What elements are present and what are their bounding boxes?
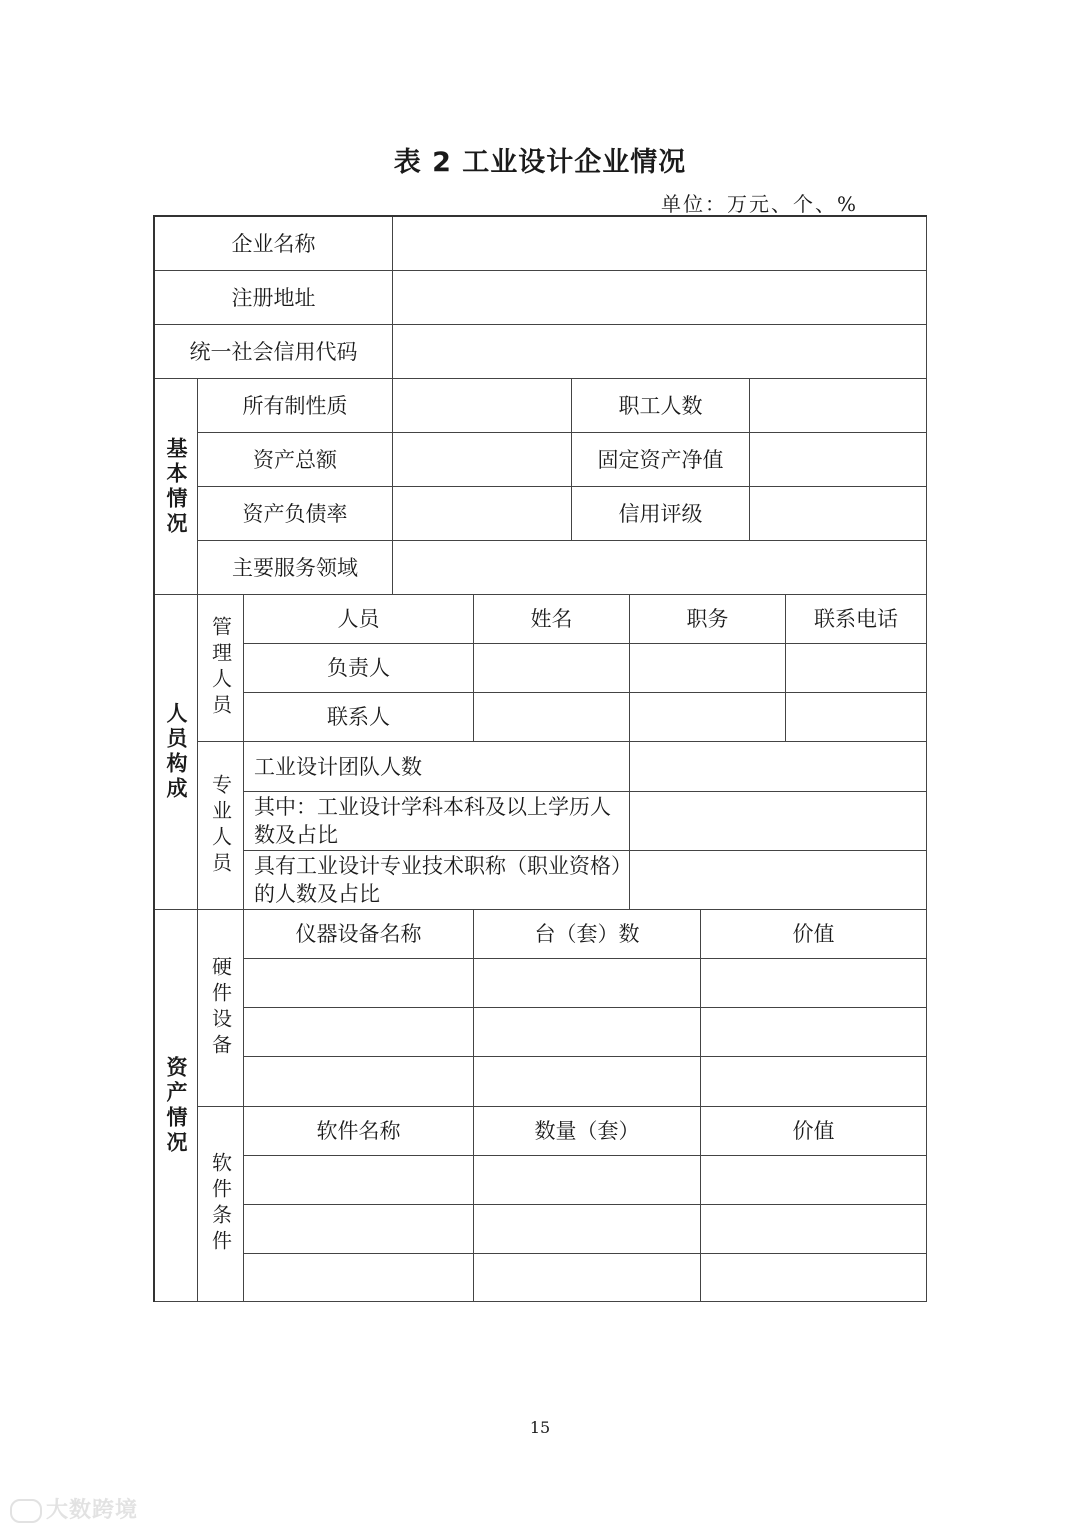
sw-row-3-name[interactable] (244, 1254, 474, 1302)
col-name: 姓名 (474, 595, 630, 644)
watermark (10, 1493, 138, 1524)
label-team-count: 工业设计团队人数 (244, 742, 630, 792)
label-degree-ratio: 其中：工业设计学科本科及以上学历人数及占比 (244, 792, 630, 851)
group-software: 软件条件 (198, 1107, 244, 1302)
hw-row-3-qty[interactable] (474, 1057, 701, 1107)
hw-row-2-name[interactable] (244, 1008, 474, 1057)
label-service-field: 主要服务领域 (198, 541, 393, 595)
field-service-field[interactable] (393, 541, 927, 595)
section-assets: 资产情况 (155, 910, 198, 1302)
hw-col-value: 价值 (701, 910, 927, 959)
hw-row-1-name[interactable] (244, 959, 474, 1008)
field-contact-title[interactable] (630, 693, 786, 742)
sw-col-name: 软件名称 (244, 1107, 474, 1156)
label-fixed-assets: 固定资产净值 (572, 433, 750, 487)
hw-row-3-name[interactable] (244, 1057, 474, 1107)
field-reg-address[interactable] (393, 271, 927, 325)
sw-row-1-qty[interactable] (474, 1156, 701, 1205)
col-title: 职务 (630, 595, 786, 644)
field-credit-rating[interactable] (750, 487, 927, 541)
unit-note: 单位：万元、个、% (660, 192, 858, 216)
sw-row-3-value[interactable] (701, 1254, 927, 1302)
label-company-name: 企业名称 (155, 217, 393, 271)
hw-row-3-value[interactable] (701, 1057, 927, 1107)
label-credit-code: 统一社会信用代码 (155, 325, 393, 379)
sw-col-value: 价值 (701, 1107, 927, 1156)
table-title: 表 2 工业设计企业情况 (393, 147, 687, 178)
field-fixed-assets[interactable] (750, 433, 927, 487)
sw-row-2-value[interactable] (701, 1205, 927, 1254)
field-leader-phone[interactable] (786, 644, 927, 693)
label-title-ratio: 具有工业设计专业技术职称（职业资格）的人数及占比 (244, 851, 630, 910)
hw-col-qty: 台（套）数 (474, 910, 701, 959)
label-employees: 职工人数 (572, 379, 750, 433)
group-management: 管理人员 (198, 595, 244, 742)
col-phone: 联系电话 (786, 595, 927, 644)
row-leader: 负责人 (244, 644, 474, 693)
sw-row-1-name[interactable] (244, 1156, 474, 1205)
col-person: 人员 (244, 595, 474, 644)
group-professional: 专业人员 (198, 742, 244, 910)
field-leader-name[interactable] (474, 644, 630, 693)
section-personnel: 人员构成 (155, 595, 198, 910)
field-company-name[interactable] (393, 217, 927, 271)
hw-row-1-qty[interactable] (474, 959, 701, 1008)
enterprise-info-table (153, 215, 927, 1302)
field-leader-title[interactable] (630, 644, 786, 693)
field-ownership[interactable] (393, 379, 572, 433)
label-debt-ratio: 资产负债率 (198, 487, 393, 541)
page-number: 15 (529, 1418, 551, 1437)
field-team-count[interactable] (630, 742, 927, 792)
label-reg-address: 注册地址 (155, 271, 393, 325)
field-degree-ratio[interactable] (630, 792, 927, 851)
sw-row-2-qty[interactable] (474, 1205, 701, 1254)
field-contact-name[interactable] (474, 693, 630, 742)
sw-row-3-qty[interactable] (474, 1254, 701, 1302)
hw-col-name: 仪器设备名称 (244, 910, 474, 959)
watermark-text: 大数跨境 (46, 1498, 139, 1523)
sw-row-2-name[interactable] (244, 1205, 474, 1254)
label-credit-rating: 信用评级 (572, 487, 750, 541)
row-contact: 联系人 (244, 693, 474, 742)
field-debt-ratio[interactable] (393, 487, 572, 541)
field-employees[interactable] (750, 379, 927, 433)
field-total-assets[interactable] (393, 433, 572, 487)
group-hardware: 硬件设备 (198, 910, 244, 1107)
label-total-assets: 资产总额 (198, 433, 393, 487)
hw-row-1-value[interactable] (701, 959, 927, 1008)
sw-row-1-value[interactable] (701, 1156, 927, 1205)
hw-row-2-value[interactable] (701, 1008, 927, 1057)
field-credit-code[interactable] (393, 325, 927, 379)
field-contact-phone[interactable] (786, 693, 927, 742)
hw-row-2-qty[interactable] (474, 1008, 701, 1057)
sw-col-qty: 数量（套） (474, 1107, 701, 1156)
section-basic: 基本情况 (155, 379, 198, 595)
label-ownership: 所有制性质 (198, 379, 393, 433)
field-title-ratio[interactable] (630, 851, 927, 910)
watermark-logo-icon (10, 1499, 42, 1523)
